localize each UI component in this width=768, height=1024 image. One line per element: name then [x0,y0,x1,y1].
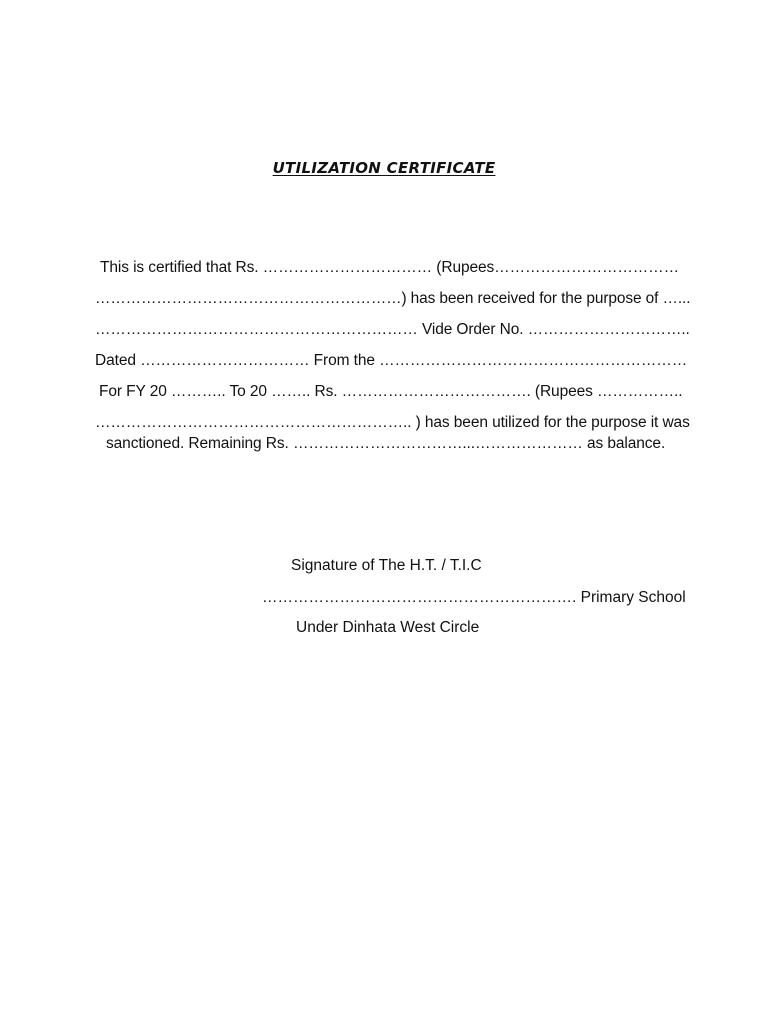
school-name-line: ……………………………………………………. Primary School [262,589,686,606]
body-line-3: ……………………………………………………… Vide Order No. ………………………….. [95,321,690,338]
signature-label: Signature of The H.T. / T.I.C [291,557,482,574]
body-line-5: For FY 20 ……….. To 20 …….. Rs. ………………………………. (Rupees …………….. [99,383,683,400]
body-line-1: This is certified that Rs. …………………………… (Rupees……………………………… [100,259,679,276]
body-line-2: ……………………………………………………) has been received for the purpose of …... [95,290,691,307]
circle-line: Under Dinhata West Circle [296,619,480,636]
certificate-title: UTILIZATION CERTIFICATE [272,159,496,177]
body-line-6: …………………………………………………….. ) has been utilized for the purpose it was [95,414,690,431]
body-line-4: Dated …………………………… From the …………………………………………………… [95,352,688,369]
body-line-7: sanctioned. Remaining Rs. ……………………………...………………… as balance. [106,435,666,452]
